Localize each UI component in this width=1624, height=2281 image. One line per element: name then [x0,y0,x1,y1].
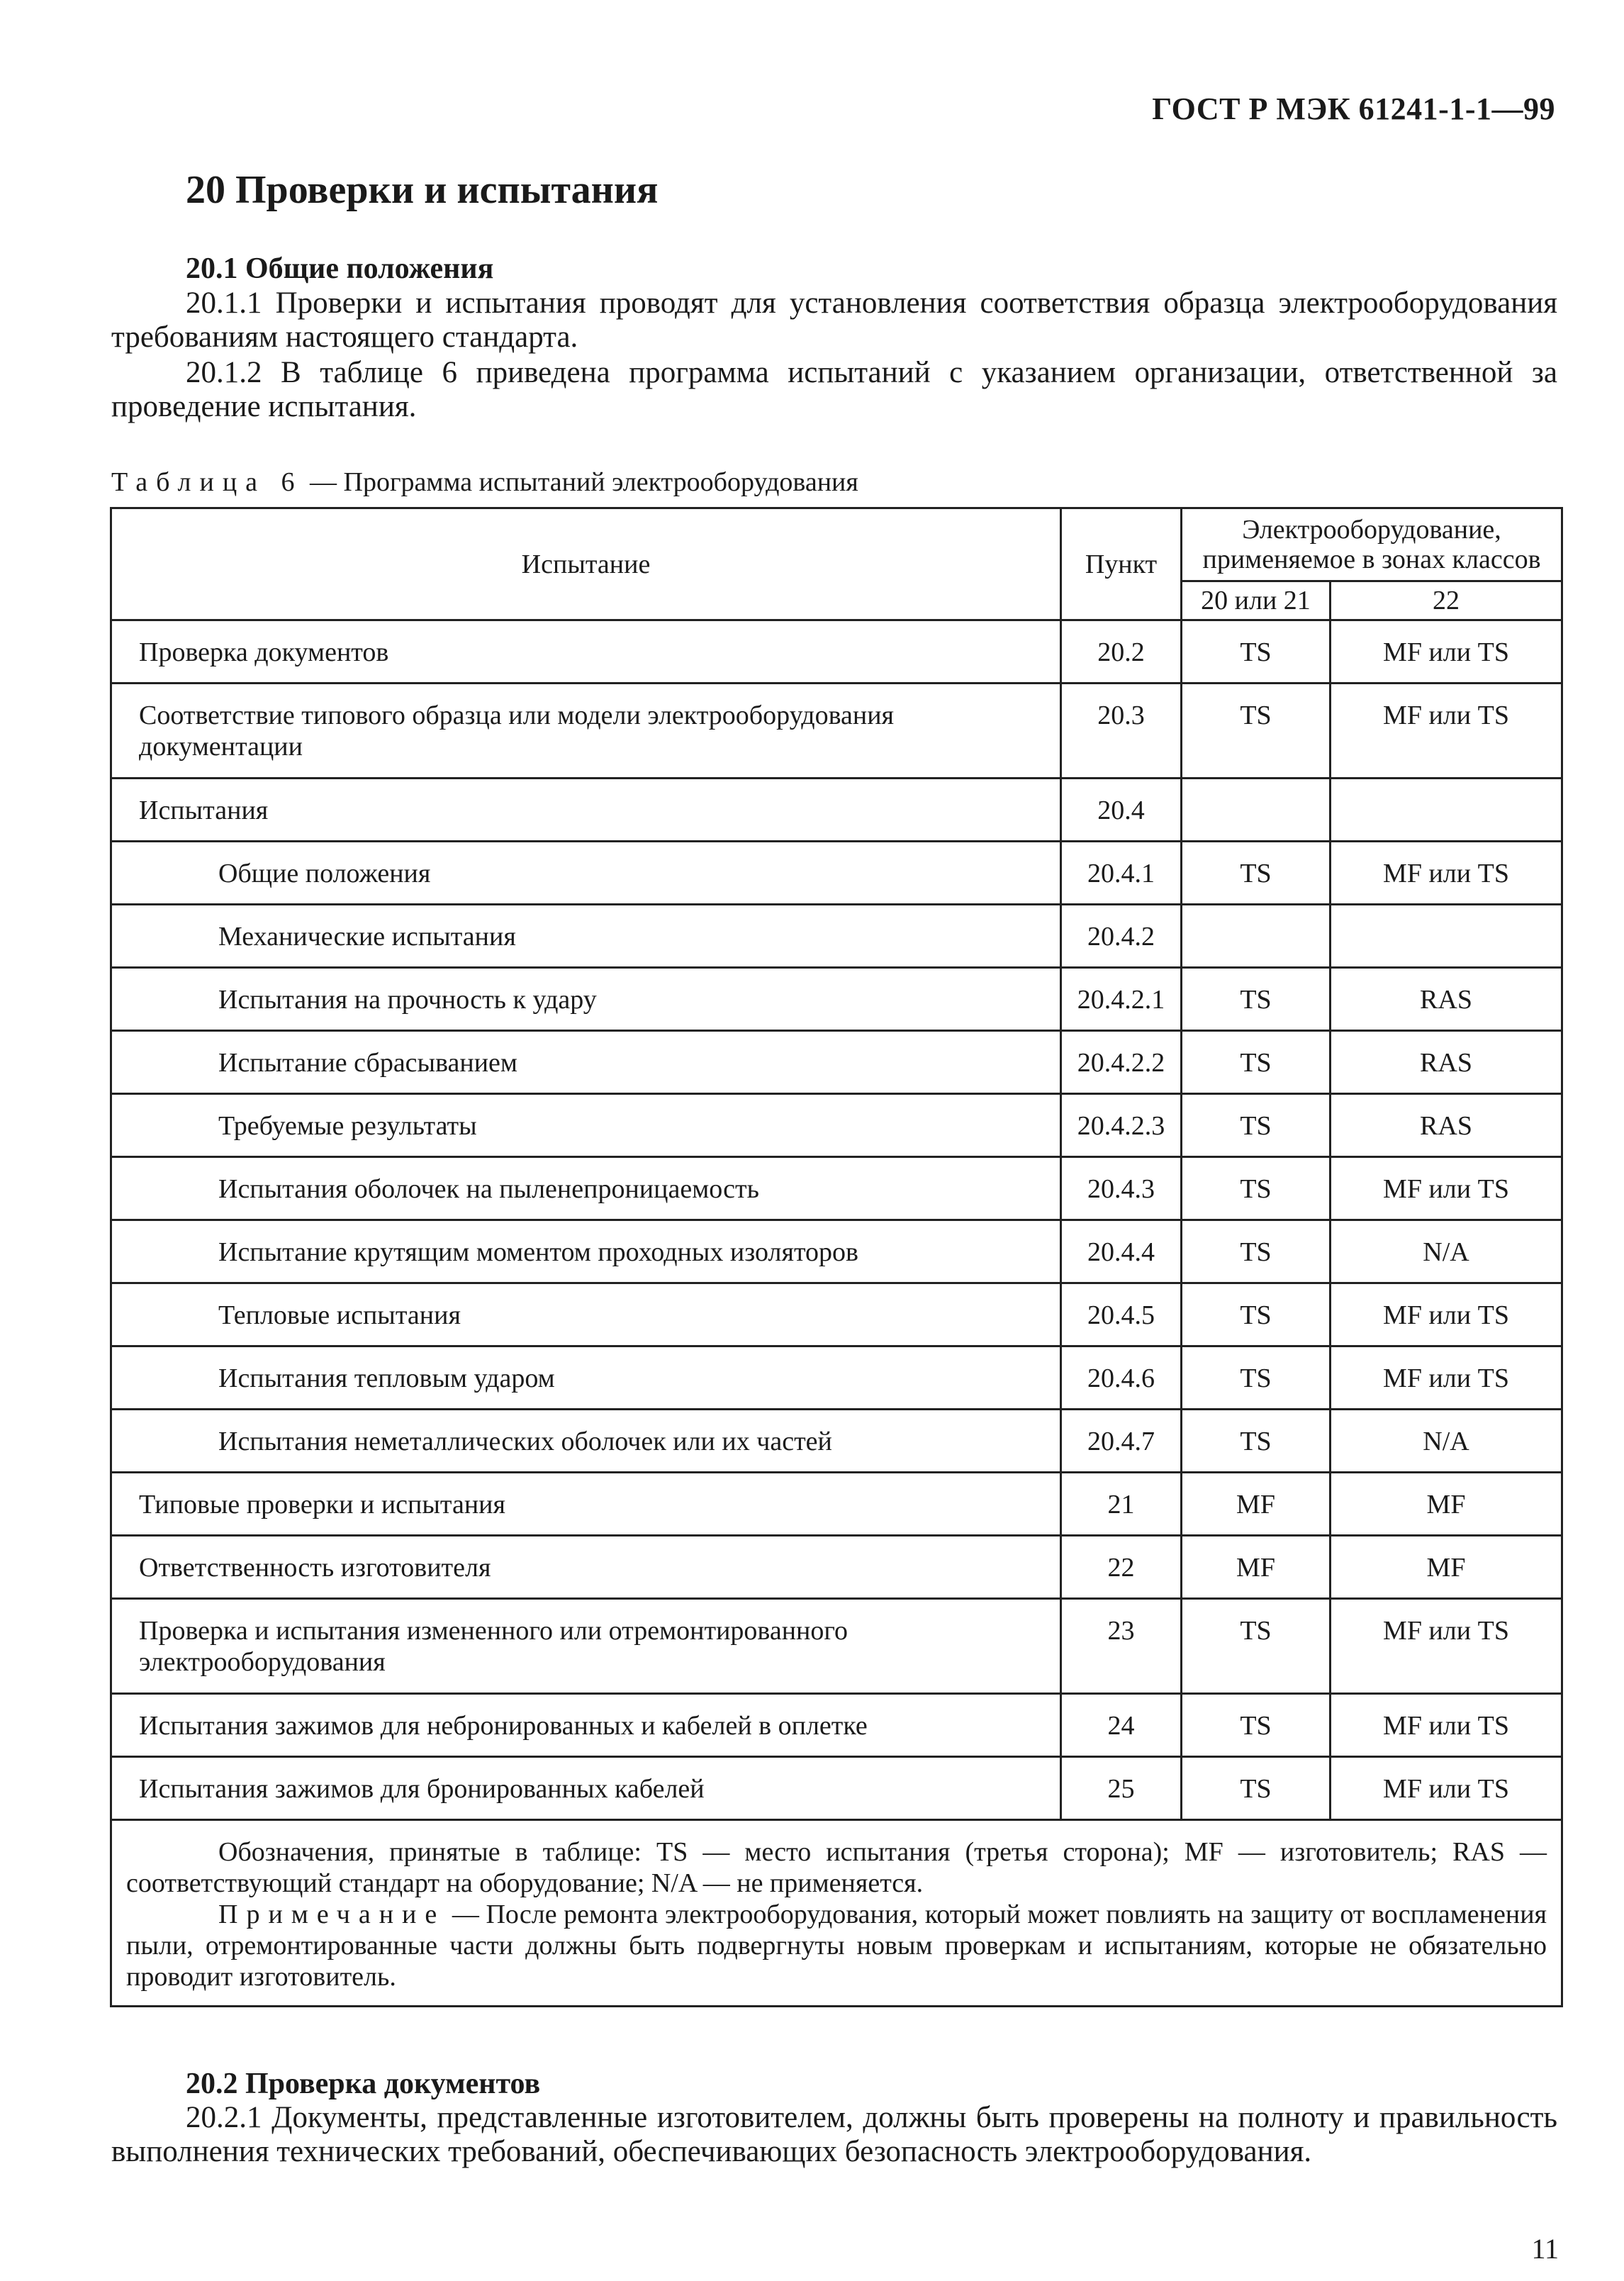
test-name-cell: Испытания на прочность к удару [111,968,1061,1031]
clause-cell: 22 [1061,1536,1182,1599]
subsection-title: 20.1 Общие положения [186,252,494,285]
header-equipment: Электрооборудование, применяемое в зонах классов [1182,508,1562,581]
table-row [111,842,1562,905]
zone-20-21-cell: TS [1182,1220,1331,1283]
table-row [111,779,1562,842]
header-test: Испытание [111,508,1061,620]
zone-20-21-cell: TS [1182,1346,1331,1410]
table-row [111,684,1562,779]
test-name-cell: Испытания оболочек на пыленепроницаемость [111,1157,1061,1220]
zone-22-cell: MF или TS [1331,1157,1562,1220]
table-caption [111,467,858,498]
test-name-cell: Типовые проверки и испытания [111,1473,1061,1536]
test-name-cell: Проверка документов [111,620,1061,684]
paragraph-20-1-2: 20.1.2 В таблице 6 приведена программа испытаний с указанием организации, ответственной за проведение испытания. [111,356,1557,423]
document-id: ГОСТ Р МЭК 61241-1-1—99 [1152,91,1555,126]
table-caption-text: — Программа испытаний электрооборудования [303,467,858,497]
table-row [111,1757,1562,1820]
subsection-title-20-2: 20.2 Проверка документов [186,2068,541,2100]
test-name-cell: Испытания тепловым ударом [111,1346,1061,1410]
zone-20-21-cell: TS [1182,684,1331,779]
zone-22-cell: MF или TS [1331,1599,1562,1694]
test-name-cell: Проверка и испытания измененного или отремонтированного электрооборудования [111,1599,1061,1694]
clause-cell: 20.2 [1061,620,1182,684]
zone-20-21-cell: TS [1182,620,1331,684]
clause-cell: 20.4.6 [1061,1346,1182,1410]
zone-22-cell: MF или TS [1331,1694,1562,1757]
zone-22-cell [1331,779,1562,842]
zone-20-21-cell: TS [1182,1157,1331,1220]
test-name-cell: Испытание сбрасыванием [111,1031,1061,1094]
test-name-cell: Соответствие типового образца или модели электрооборудования документации [111,684,1061,779]
section-title: 20 Проверки и испытания [186,168,659,212]
clause-cell: 20.4.2 [1061,905,1182,968]
zone-20-21-cell: MF [1182,1536,1331,1599]
zone-20-21-cell: TS [1182,1757,1331,1820]
zone-20-21-cell: TS [1182,842,1331,905]
clause-cell: 20.4.4 [1061,1220,1182,1283]
clause-cell: 25 [1061,1757,1182,1820]
note-label: Примечание [218,1900,446,1929]
zone-22-cell: MF или TS [1331,620,1562,684]
zone-22-cell: MF или TS [1331,1757,1562,1820]
zone-22-cell [1331,905,1562,968]
header-zone-22: 22 [1331,581,1562,620]
note-text: — После ремонта электрооборудования, который может повлиять на защиту от воспламенения пыли, отремонтированные части должны быть подвергнуты новым проверкам и испытаниям, которые не обязательно проводит изготовитель. [126,1900,1547,1992]
test-name-cell: Требуемые результаты [111,1094,1061,1157]
zone-20-21-cell: TS [1182,1599,1331,1694]
zone-22-cell: RAS [1331,1094,1562,1157]
zone-20-21-cell: TS [1182,968,1331,1031]
zone-22-cell: MF или TS [1331,1346,1562,1410]
clause-cell: 23 [1061,1599,1182,1694]
clause-cell: 20.4.7 [1061,1410,1182,1473]
clause-cell: 20.4.3 [1061,1157,1182,1220]
table-row [111,1694,1562,1757]
paragraph-20-2-1: 20.2.1 Документы, представленные изготовителем, должны быть проверены на полноту и правильность выполнения технических требований, обеспечивающих безопасность электрооборудования. [111,2101,1557,2168]
table-row [111,1473,1562,1536]
table-row [111,1410,1562,1473]
test-name-cell: Испытания неметаллических оболочек или их частей [111,1410,1061,1473]
zone-22-cell: RAS [1331,968,1562,1031]
table-row [111,905,1562,968]
table-caption-label: Таблица 6 [111,467,303,497]
test-name-cell: Испытания зажимов для бронированных кабелей [111,1757,1061,1820]
clause-cell: 20.3 [1061,684,1182,779]
zone-20-21-cell [1182,905,1331,968]
zone-22-cell: MF или TS [1331,684,1562,779]
table-row [111,620,1562,684]
zone-20-21-cell: TS [1182,1031,1331,1094]
zone-20-21-cell: TS [1182,1283,1331,1346]
header-clause: Пункт [1061,508,1182,620]
table-row [111,1157,1562,1220]
table-row [111,1031,1562,1094]
table-row [111,1094,1562,1157]
zone-20-21-cell: MF [1182,1473,1331,1536]
test-name-cell: Испытания зажимов для небронированных и кабелей в оплетке [111,1694,1061,1757]
test-name-cell: Испытания [111,779,1061,842]
zone-22-cell: N/A [1331,1410,1562,1473]
zone-22-cell: MF [1331,1536,1562,1599]
test-name-cell: Механические испытания [111,905,1061,968]
table-row [111,1536,1562,1599]
zone-20-21-cell: TS [1182,1694,1331,1757]
header-zone-20-21: 20 или 21 [1182,581,1331,620]
clause-cell: 20.4.2.3 [1061,1094,1182,1157]
clause-cell: 20.4.5 [1061,1283,1182,1346]
table-row [111,1599,1562,1694]
clause-cell: 20.4.1 [1061,842,1182,905]
test-name-cell: Испытание крутящим моментом проходных изоляторов [111,1220,1061,1283]
clause-cell: 24 [1061,1694,1182,1757]
table-notes [111,1820,1562,2007]
clause-cell: 20.4 [1061,779,1182,842]
zone-22-cell: RAS [1331,1031,1562,1094]
table-row [111,1283,1562,1346]
clause-cell: 21 [1061,1473,1182,1536]
zone-22-cell: MF или TS [1331,842,1562,905]
test-name-cell: Ответственность изготовителя [111,1536,1061,1599]
table-row [111,1346,1562,1410]
table-note [126,1899,1547,1992]
zone-22-cell: MF или TS [1331,1283,1562,1346]
zone-22-cell: N/A [1331,1220,1562,1283]
test-name-cell: Тепловые испытания [111,1283,1061,1346]
zone-20-21-cell: TS [1182,1094,1331,1157]
zone-20-21-cell: TS [1182,1410,1331,1473]
paragraph-20-1-1: 20.1.1 Проверки и испытания проводят для установления соответствия образца электрооборудования требованиям настоящего стандарта. [111,286,1557,354]
table-row [111,1220,1562,1283]
test-name-cell: Общие положения [111,842,1061,905]
zone-20-21-cell [1182,779,1331,842]
clause-cell: 20.4.2.2 [1061,1031,1182,1094]
test-program-table [110,507,1563,2007]
zone-22-cell: MF [1331,1473,1562,1536]
clause-cell: 20.4.2.1 [1061,968,1182,1031]
table-row [111,968,1562,1031]
table-legend: Обозначения, принятые в таблице: TS — место испытания (третья сторона); MF — изготовитель; RAS — соответствующий стандарт на оборудование; N/A — не применяется. [126,1837,1547,1898]
page-number: 11 [1531,2233,1559,2265]
